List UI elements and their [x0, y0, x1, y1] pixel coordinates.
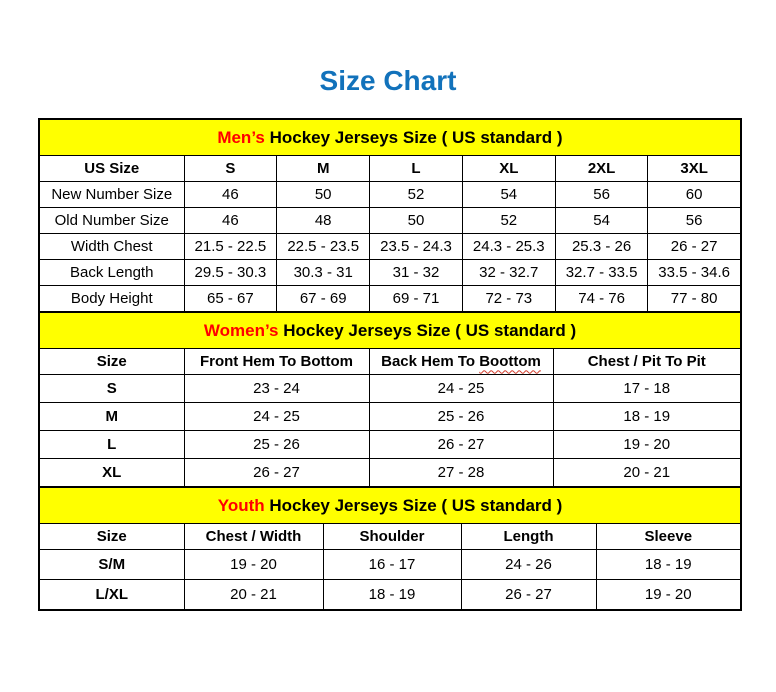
size-tables: [38, 118, 740, 611]
size-value-cell: 20 - 21: [184, 580, 323, 610]
back-hem-prefix: Back Hem To: [381, 353, 480, 371]
column-header-l: L: [370, 156, 463, 182]
table-row-body-height: [39, 286, 741, 312]
size-value-cell: 67 - 69: [277, 286, 370, 312]
size-value-cell: 24 - 25: [369, 375, 553, 403]
column-header-shoulder: Shoulder: [323, 524, 461, 550]
column-header-back-hem: [369, 349, 553, 375]
size-value-cell: 23 - 24: [184, 375, 369, 403]
row-label: S/M: [39, 550, 184, 580]
row-label: L: [39, 431, 184, 459]
size-value-cell: 25 - 26: [184, 431, 369, 459]
table-row-womens-xl: [39, 459, 741, 487]
size-value-cell: 69 - 71: [370, 286, 463, 312]
column-header-sleeve: Sleeve: [596, 524, 741, 550]
table-row-back-length: [39, 260, 741, 286]
size-value-cell: 21.5 - 22.5: [184, 234, 277, 260]
size-value-cell: 54: [462, 182, 555, 208]
size-value-cell: 25.3 - 26: [555, 234, 648, 260]
mens-size-table: [38, 118, 742, 313]
size-value-cell: 17 - 18: [553, 375, 741, 403]
row-label: Back Length: [39, 260, 184, 286]
row-label: Body Height: [39, 286, 184, 312]
page-title: Size Chart: [319, 65, 457, 96]
size-value-cell: 56: [555, 182, 648, 208]
column-header-chest-pit: Chest / Pit To Pit: [553, 349, 741, 375]
size-value-cell: 77 - 80: [648, 286, 741, 312]
size-value-cell: 27 - 28: [369, 459, 553, 487]
row-label: Width Chest: [39, 234, 184, 260]
size-value-cell: 56: [648, 208, 741, 234]
mens-section-heading: [39, 119, 741, 156]
back-hem-misspelled-word: Boottom: [479, 353, 541, 371]
row-label: L/XL: [39, 580, 184, 610]
column-header-m: M: [277, 156, 370, 182]
column-header-length: Length: [461, 524, 596, 550]
column-header-size: Size: [39, 524, 184, 550]
column-header-2xl: 2XL: [555, 156, 648, 182]
size-value-cell: 60: [648, 182, 741, 208]
size-value-cell: 24 - 25: [184, 403, 369, 431]
size-value-cell: 19 - 20: [553, 431, 741, 459]
table-row-old-number-size: [39, 208, 741, 234]
size-value-cell: 25 - 26: [369, 403, 553, 431]
size-value-cell: 52: [370, 182, 463, 208]
size-value-cell: 26 - 27: [648, 234, 741, 260]
youth-size-table: [38, 486, 742, 611]
table-row-womens-s: [39, 375, 741, 403]
womens-size-table: [38, 311, 742, 488]
womens-heading-rest: Hockey Jerseys Size ( US standard ): [278, 320, 577, 340]
youth-heading-rest: Hockey Jerseys Size ( US standard ): [264, 495, 563, 515]
size-value-cell: 20 - 21: [553, 459, 741, 487]
size-value-cell: 72 - 73: [462, 286, 555, 312]
size-value-cell: 32 - 32.7: [462, 260, 555, 286]
table-row-youth-sm: [39, 550, 741, 580]
table-row-youth-lxl: [39, 580, 741, 610]
size-value-cell: 26 - 27: [184, 459, 369, 487]
size-value-cell: 18 - 19: [596, 550, 741, 580]
size-value-cell: 48: [277, 208, 370, 234]
mens-heading-rest: Hockey Jerseys Size ( US standard ): [264, 127, 563, 147]
size-value-cell: 52: [462, 208, 555, 234]
mens-header-row: [39, 156, 741, 182]
size-value-cell: 54: [555, 208, 648, 234]
column-header-us-size: US Size: [39, 156, 184, 182]
womens-section-heading: [39, 312, 741, 349]
size-value-cell: 18 - 19: [323, 580, 461, 610]
size-value-cell: 50: [277, 182, 370, 208]
youth-header-row: [39, 524, 741, 550]
size-value-cell: 46: [184, 208, 277, 234]
column-header-3xl: 3XL: [648, 156, 741, 182]
table-row-new-number-size: [39, 182, 741, 208]
youth-heading-highlight: Youth: [217, 495, 265, 515]
size-value-cell: 33.5 - 34.6: [648, 260, 741, 286]
row-label: XL: [39, 459, 184, 487]
size-value-cell: 46: [184, 182, 277, 208]
size-value-cell: 18 - 19: [553, 403, 741, 431]
size-value-cell: 24.3 - 25.3: [462, 234, 555, 260]
column-header-chest-width: Chest / Width: [184, 524, 323, 550]
column-header-front-hem: Front Hem To Bottom: [184, 349, 369, 375]
size-value-cell: 30.3 - 31: [277, 260, 370, 286]
size-value-cell: 19 - 20: [596, 580, 741, 610]
size-value-cell: 26 - 27: [369, 431, 553, 459]
womens-section-heading-row: [39, 312, 741, 349]
mens-section-heading-row: [39, 119, 741, 156]
size-value-cell: 26 - 27: [461, 580, 596, 610]
size-value-cell: 29.5 - 30.3: [184, 260, 277, 286]
size-value-cell: 22.5 - 23.5: [277, 234, 370, 260]
row-label: S: [39, 375, 184, 403]
size-value-cell: 50: [370, 208, 463, 234]
youth-section-heading: [39, 487, 741, 524]
column-header-s: S: [184, 156, 277, 182]
table-row-womens-m: [39, 403, 741, 431]
size-value-cell: 74 - 76: [555, 286, 648, 312]
size-value-cell: 24 - 26: [461, 550, 596, 580]
table-row-width-chest: [39, 234, 741, 260]
womens-heading-highlight: Women’s: [203, 320, 279, 340]
size-value-cell: 23.5 - 24.3: [370, 234, 463, 260]
youth-section-heading-row: [39, 487, 741, 524]
womens-header-row: [39, 349, 741, 375]
size-value-cell: 32.7 - 33.5: [555, 260, 648, 286]
mens-heading-highlight: Men’s: [217, 127, 265, 147]
size-value-cell: 65 - 67: [184, 286, 277, 312]
row-label: Old Number Size: [39, 208, 184, 234]
column-header-xl: XL: [462, 156, 555, 182]
column-header-size: Size: [39, 349, 184, 375]
row-label: New Number Size: [39, 182, 184, 208]
row-label: M: [39, 403, 184, 431]
table-row-womens-l: [39, 431, 741, 459]
size-value-cell: 19 - 20: [184, 550, 323, 580]
size-value-cell: 31 - 32: [370, 260, 463, 286]
size-value-cell: 16 - 17: [323, 550, 461, 580]
